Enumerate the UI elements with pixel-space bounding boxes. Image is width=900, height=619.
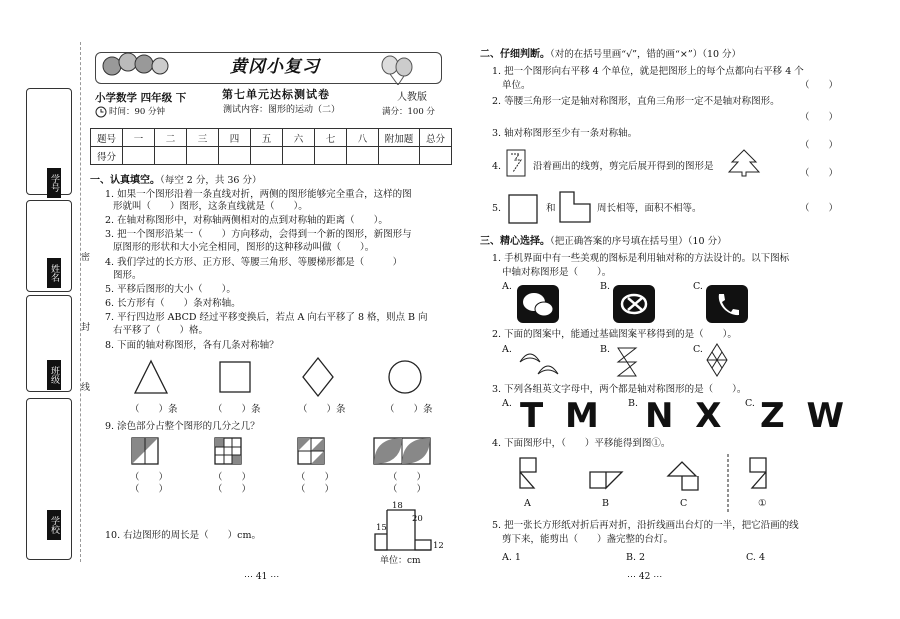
score-cell[interactable] [347,147,379,165]
name-label: 姓名 [47,258,61,288]
q8-blank-rhombus[interactable]: （ ）条 [298,404,346,415]
letters-option-b[interactable]: N X [645,396,722,436]
score-cell[interactable] [315,147,347,165]
s1-q1-line2: 形就叫（ ）图形，这条直线就是（ ）。 [113,201,308,212]
q5-option-c[interactable]: C. 4 [746,552,766,563]
square-shape [220,362,250,392]
score-header-cell: 附加题 [379,129,420,147]
s2-q5-and: 和 [546,203,556,214]
letters-option-c[interactable]: Z W [760,396,844,436]
q9-figure-2 [215,438,241,464]
triangle-shape [135,361,167,393]
q4-figure-b [590,472,622,488]
s1-q3-line2: 原图形的形状和大小完全相同，图形的这种移动叫做（ ）。 [113,242,375,253]
q9-blank-4a[interactable]: （ ） [388,472,427,483]
q9-shapes [130,436,440,468]
rhombus-shape [303,358,333,396]
q5-option-b[interactable]: B. 2 [626,552,646,563]
s3-q3-opt-b: B. [628,398,639,409]
seal-char-1: 密 [81,253,91,263]
score-cell[interactable] [187,147,219,165]
s3-q1-opt-a: A. [502,281,512,292]
q4-label-1: ① [758,498,767,509]
s2-q3: 3. 轴对称图形至少有一条对称轴。 [492,128,638,139]
q9-blank-1a[interactable]: （ ） [130,472,169,483]
s2-q2-answer[interactable]: （ ） [800,112,839,123]
s3-q2-opt-a: A. [502,344,512,355]
time-label: 时间：90 分钟 [109,107,166,117]
folded-paper-icon [505,148,529,178]
s3-q4: 4. 下面图形中，（ ）平移能得到图①。 [492,438,671,449]
s2-q1-line1: 1. 把一个图形向右平移 4 个单位，就是把图形上的每个点都向右平移 4 个 [492,66,804,77]
wechat-icon[interactable] [516,284,560,324]
s1-q4-line1: 4. 我们学过的长方形、正方形、等腰三角形、等腰梯形都是（ ） [105,257,403,268]
diamond-pattern[interactable] [705,342,729,378]
s3-q5-line2: 剪下来，能剪出（ ）盏完整的台灯。 [502,534,674,545]
q5-option-a[interactable]: A. 1 [502,552,521,563]
seal-char-2: 封 [81,323,91,333]
course-label: 小学数学 四年级 下 [95,92,187,104]
edition-label: 人教版 [397,92,427,103]
score-header-cell: 八 [347,129,379,147]
q9-figure-4 [374,438,430,464]
s3-q1-line1: 1. 手机界面中有一些美观的图标是利用轴对称的方法设计的。以下图标 [492,253,790,264]
score-table [90,128,452,165]
s3-q5-line1: 5. 把一张长方形纸对折后再对折，沿折线画出台灯的一半，把它沿画的线 [492,520,799,531]
letters-option-a[interactable]: T M [520,396,599,436]
q10-dim-top: 18 [392,501,403,511]
school-label: 学校 [47,510,61,540]
q4-figure-c [668,462,698,490]
s2-q4-answer[interactable]: （ ） [800,168,839,179]
section1-heading [90,175,261,187]
s1-q6: 6. 长方形有（ ）条对称轴。 [105,298,241,309]
tree-shape-icon [727,148,761,178]
s2-q1-line2: 单位。 [502,80,531,91]
s1-q5: 5. 平移后图形的大小（ ）。 [105,284,236,295]
s3-q1-opt-c: C. [693,281,703,292]
page-number-left: ⋯ 41 ⋯ [244,572,280,582]
s2-q2: 2. 等腰三角形一定是轴对称图形，直角三角形一定不是轴对称图形。 [492,96,780,107]
full-score-label: 满分：100 分 [382,107,435,117]
s3-q2: 2. 下面的图案中，能通过基础图案平移得到的是（ ）。 [492,329,737,340]
q4-figure-1 [750,458,766,488]
s1-q9: 9. 涂色部分占整个图形的几分之几？ [105,421,260,432]
q9-blank-1b[interactable]: （ ） [130,484,169,495]
q4-figure-a [520,458,536,488]
s3-q1-line2: 中轴对称图形是（ ）。 [502,267,612,278]
q9-blank-3b[interactable]: （ ） [296,484,335,495]
class-label: 班级 [47,360,61,390]
score-cell[interactable] [155,147,187,165]
s1-q1-line1: 1. 如果一个图形沿着一条直线对折，两侧的图形能够完全重合，这样的图 [105,189,412,200]
score-cell[interactable] [219,147,251,165]
score-header-cell: 六 [283,129,315,147]
score-header-cell: 五 [251,129,283,147]
q10-dim-left: 15 [376,523,387,533]
q9-figure-3 [298,438,324,464]
score-cell[interactable] [123,147,155,165]
page-number-right-text: 42 [638,572,651,582]
s2-q5-text: 周长相等，面积不相等。 [597,203,702,214]
q10-dim-small: 12 [433,541,444,551]
score-row-label: 得分 [91,147,123,165]
q10-unit: 单位：cm [380,556,421,566]
q9-blank-4b[interactable]: （ ） [388,484,427,495]
section2-title: 二、仔细判断。 [480,49,550,60]
score-header-cell: 三 [187,129,219,147]
q9-figure-1 [132,438,158,464]
step-figure [558,190,594,224]
s1-q7-line2: 右平移了（ ）格。 [113,325,209,336]
score-cell[interactable] [251,147,283,165]
s1-q4-line2: 图形。 [113,270,142,281]
q4-label-b[interactable]: B [602,498,609,509]
score-header-cell: 七 [315,129,347,147]
score-cell[interactable] [420,147,452,165]
q8-blank-square[interactable]: （ ）条 [213,404,261,415]
s3-q3-opt-c: C. [745,398,755,409]
student-id-label: 学号 [47,168,61,198]
section2-note: （对的在括号里画“√”，错的画“×”）（10 分） [550,49,742,60]
s2-q3-answer[interactable]: （ ） [800,140,839,151]
s3-q2-opt-c: C. [693,344,703,355]
s1-q7-line1: 7. 平行四边形 ABCD 经过平移变换后，若点 A 向右平移了 8 格，则点 B 向 [105,312,428,323]
section3-title: 三、精心选择。 [480,236,550,247]
score-header-cell: 总分 [420,129,452,147]
q9-blank-3a[interactable]: （ ） [296,472,335,483]
s2-q1-answer[interactable]: （ ） [800,80,839,91]
s2-q4-text: 沿着画出的线剪，剪完后展开得到的图形是 [533,161,714,172]
score-cell[interactable] [283,147,315,165]
china-mobile-icon[interactable] [612,284,656,324]
kids-illustration [100,48,170,84]
s3-q1-opt-b: B. [600,281,611,292]
hourglass-pattern[interactable] [616,346,640,378]
balloons-icon [378,55,418,85]
s2-q4-num: 4. [492,161,502,172]
score-header-cell: 一 [123,129,155,147]
section3-heading [480,236,727,248]
square-figure [507,193,539,225]
q8-shapes [125,356,435,400]
s1-q8: 8. 下面的轴对称图形，各有几条对称轴？ [105,340,279,351]
phone-icon[interactable] [705,284,749,324]
clock-icon [95,106,107,118]
score-header-cell: 题号 [91,129,123,147]
score-table-score-row [91,147,452,165]
section3-note: （把正确答案的序号填在括号里）（10 分） [550,236,727,247]
q8-blank-circle[interactable]: （ ）条 [385,404,433,415]
score-cell[interactable] [379,147,420,165]
s2-q5-answer[interactable]: （ ） [800,203,839,214]
q8-blank-triangle[interactable]: （ ）条 [130,404,178,415]
s3-q3: 3. 下列各组英文字母中，两个都是轴对称图形的是（ ）。 [492,384,747,395]
q9-blank-2a[interactable]: （ ） [213,472,252,483]
content-label: 测试内容：图形的运动（二） [223,105,341,115]
brand-logo: 黄冈小复习 [230,57,320,77]
s1-q2: 2. 在轴对称图形中，对称轴两侧相对的点到对称轴的距离（ ）。 [105,215,388,226]
page-number-right: ⋯ 42 ⋯ [627,572,663,582]
section1-title: 一、认真填空。 [90,175,160,186]
score-table-header-row [91,129,452,147]
test-title: 第七单元达标测试卷 [222,88,330,101]
section1-note: （每空 2 分，共 36 分） [160,175,262,186]
score-header-cell: 四 [219,129,251,147]
circle-shape [389,361,421,393]
q4-label-c[interactable]: C [680,498,688,509]
s3-q3-opt-a: A. [502,398,512,409]
q9-blank-2b[interactable]: （ ） [213,484,252,495]
page-number-left-text: 41 [255,572,268,582]
s1-q3-line1: 3. 把一个图形沿某一（ ）方向移动，会得到一个新的图形，新图形与 [105,229,412,240]
seal-char-3: 线 [81,383,91,393]
score-header-cell: 二 [155,129,187,147]
s2-q5-num: 5. [492,203,502,214]
section2-heading [480,49,741,61]
q4-label-a[interactable]: A [524,498,531,509]
q10-dim-right: 20 [412,514,423,524]
crescent-pattern[interactable] [516,344,560,378]
s1-q10: 10. 右边图形的周长是（ ）cm。 [105,530,261,541]
s3-q2-opt-b: B. [600,344,611,355]
